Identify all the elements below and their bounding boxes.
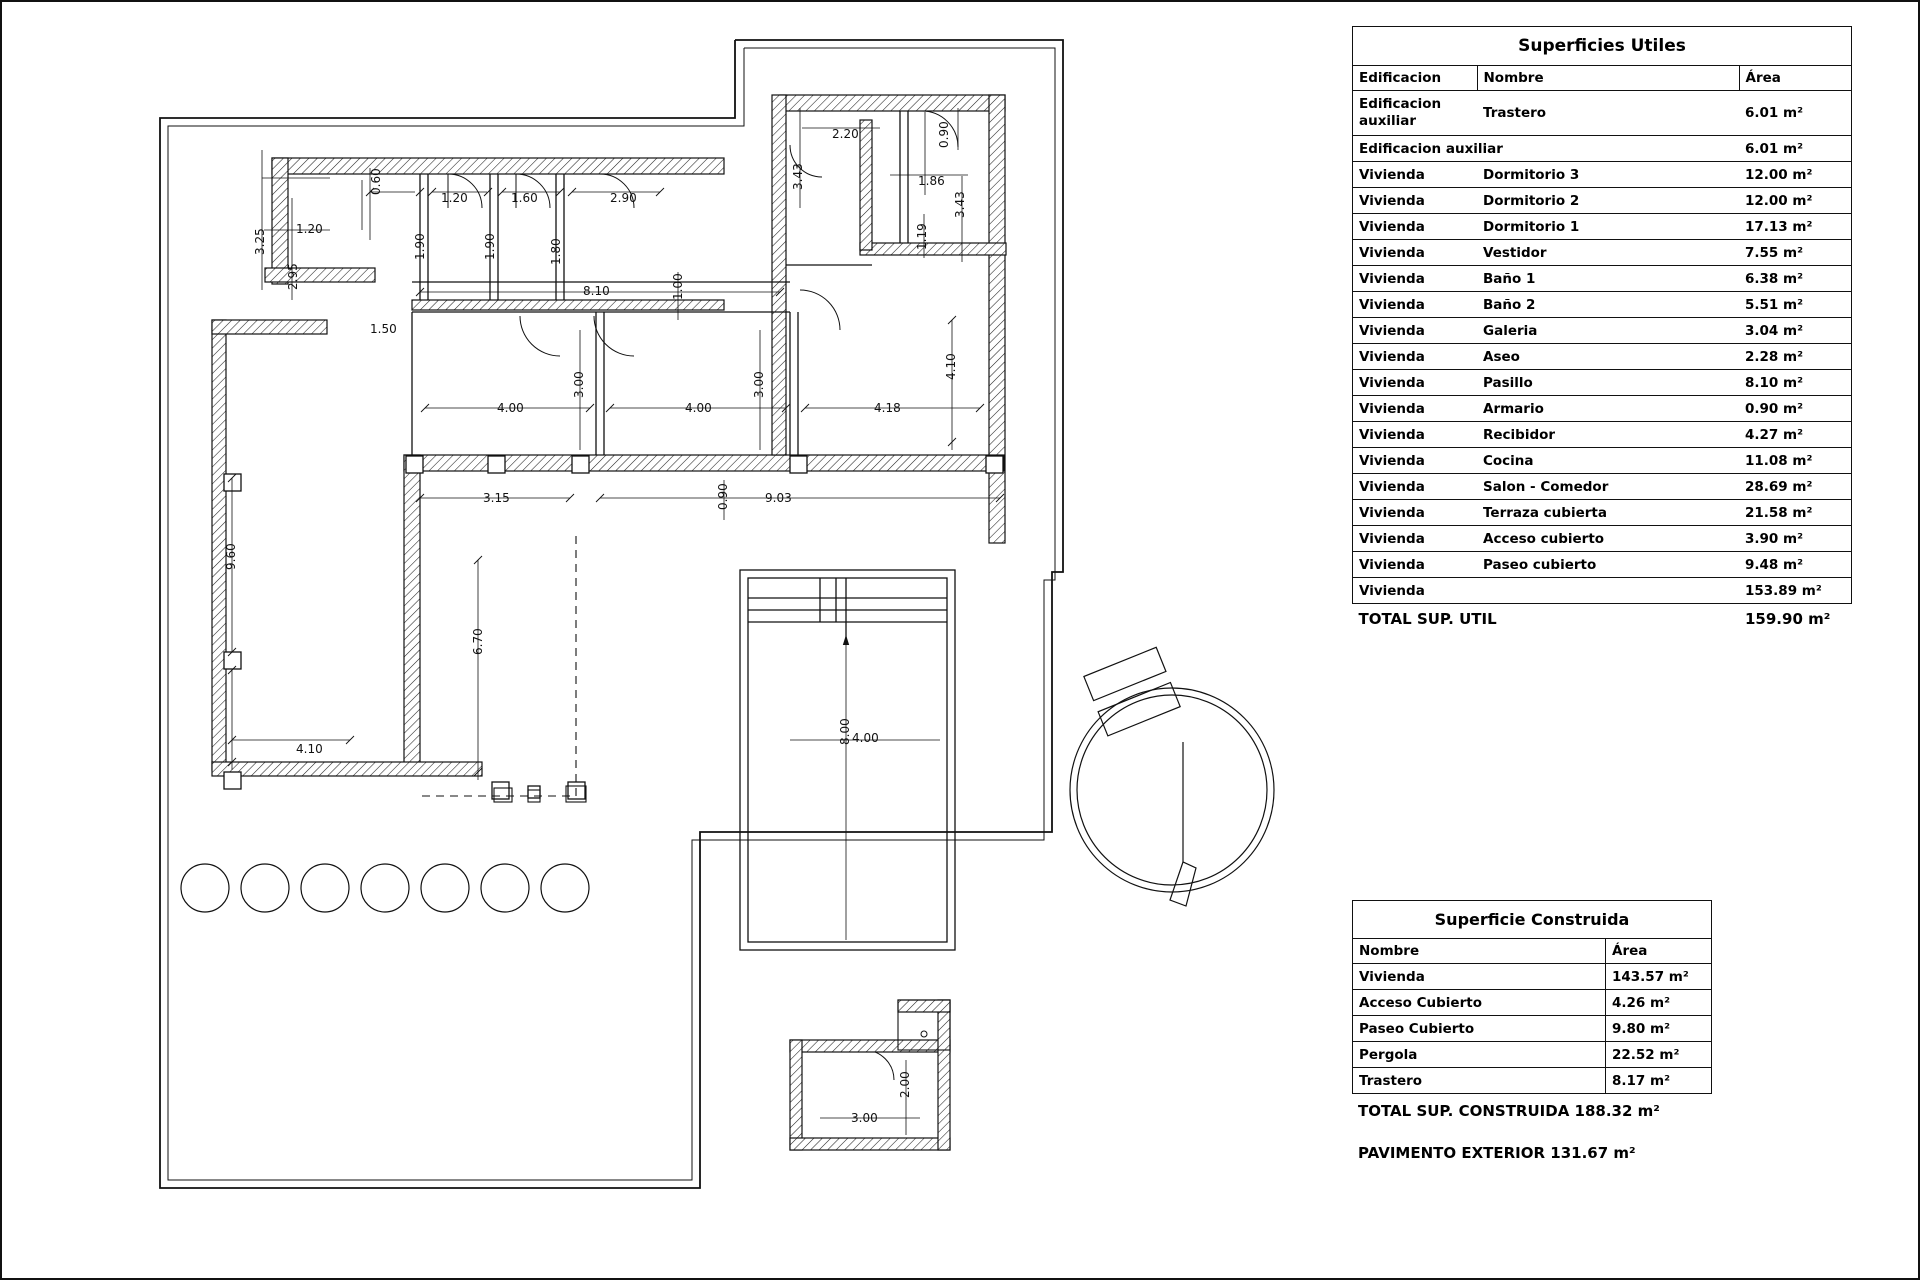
row-area: 6.01 m² — [1739, 91, 1852, 136]
row-nombre: Aseo — [1477, 344, 1739, 370]
subtotal-viv-label: Vivienda — [1353, 578, 1740, 604]
row-edificacion: Vivienda — [1353, 370, 1478, 396]
svg-text:4.00: 4.00 — [497, 401, 524, 415]
row-nombre: Terraza cubierta — [1477, 500, 1739, 526]
row-edificacion: Vivienda — [1353, 292, 1478, 318]
svg-text:1.00: 1.00 — [671, 273, 685, 300]
svg-text:1.90: 1.90 — [413, 233, 427, 260]
svg-text:2.95: 2.95 — [286, 263, 300, 290]
construida-title: Superficie Construida — [1353, 901, 1712, 939]
superficies-utiles-table — [1352, 26, 1852, 634]
table-row — [1353, 990, 1712, 1016]
svg-text:1.86: 1.86 — [918, 174, 945, 188]
subtotal-viv-area: 153.89 m² — [1739, 578, 1852, 604]
svg-text:9.60: 9.60 — [224, 543, 238, 570]
header-edificacion: Edificacion — [1353, 66, 1478, 91]
row-nombre: Pergola — [1353, 1042, 1606, 1068]
header-area: Área — [1606, 939, 1712, 964]
row-edificacion: Vivienda — [1353, 214, 1478, 240]
row-nombre: Cocina — [1477, 448, 1739, 474]
svg-text:1.19: 1.19 — [915, 223, 929, 250]
pavimento-exterior: PAVIMENTO EXTERIOR 131.67 m² — [1358, 1144, 1636, 1162]
table-row — [1353, 188, 1852, 214]
row-nombre: Acceso Cubierto — [1353, 990, 1606, 1016]
row-nombre: Paseo cubierto — [1477, 552, 1739, 578]
table-row — [1353, 1016, 1712, 1042]
svg-text:4.10: 4.10 — [296, 742, 323, 756]
row-area: 9.80 m² — [1606, 1016, 1712, 1042]
subtotal-aux-label: Edificacion auxiliar — [1353, 136, 1740, 162]
total-util-area: 159.90 m² — [1745, 610, 1831, 629]
svg-text:1.60: 1.60 — [511, 191, 538, 205]
row-nombre: Dormitorio 3 — [1477, 162, 1739, 188]
table-row — [1353, 240, 1852, 266]
row-nombre: Salon - Comedor — [1477, 474, 1739, 500]
row-area: 3.90 m² — [1739, 526, 1852, 552]
row-nombre: Recibidor — [1477, 422, 1739, 448]
row-nombre: Galeria — [1477, 318, 1739, 344]
table-subtotal-aux — [1353, 136, 1852, 162]
row-nombre: Paseo Cubierto — [1353, 1016, 1606, 1042]
svg-text:4.00: 4.00 — [685, 401, 712, 415]
row-edificacion: Vivienda — [1353, 240, 1478, 266]
row-area: 11.08 m² — [1739, 448, 1852, 474]
row-area: 12.00 m² — [1739, 188, 1852, 214]
svg-text:4.18: 4.18 — [874, 401, 901, 415]
total-util-label: TOTAL SUP. UTIL — [1358, 610, 1497, 629]
header-nombre: Nombre — [1477, 66, 1739, 91]
header-area: Área — [1739, 66, 1852, 91]
table-row — [1353, 344, 1852, 370]
row-edificacion: Vivienda — [1353, 162, 1478, 188]
construida-table — [1352, 900, 1712, 1094]
row-edificacion: Vivienda — [1353, 188, 1478, 214]
table-row — [1353, 162, 1852, 188]
svg-text:6.70: 6.70 — [471, 628, 485, 655]
svg-text:3.43: 3.43 — [953, 191, 967, 218]
row-edificacion: Vivienda — [1353, 448, 1478, 474]
svg-text:3.00: 3.00 — [572, 371, 586, 398]
svg-text:1.20: 1.20 — [441, 191, 468, 205]
row-edificacion: Vivienda — [1353, 500, 1478, 526]
table-row — [1353, 266, 1852, 292]
table-row — [1353, 474, 1852, 500]
svg-text:8.10: 8.10 — [583, 284, 610, 298]
svg-text:3.00: 3.00 — [752, 371, 766, 398]
svg-text:0.90: 0.90 — [937, 121, 951, 148]
utiles-header-row — [1353, 66, 1852, 91]
table-row — [1353, 396, 1852, 422]
row-area: 7.55 m² — [1739, 240, 1852, 266]
row-nombre: Baño 2 — [1477, 292, 1739, 318]
row-nombre: Trastero — [1477, 91, 1739, 136]
row-nombre: Acceso cubierto — [1477, 526, 1739, 552]
svg-text:2.90: 2.90 — [610, 191, 637, 205]
row-nombre: Vestidor — [1477, 240, 1739, 266]
svg-text:0.60: 0.60 — [369, 168, 383, 195]
table-row — [1353, 526, 1852, 552]
row-area: 0.90 m² — [1739, 396, 1852, 422]
table-row — [1353, 448, 1852, 474]
row-edificacion: Edificacion auxiliar — [1353, 91, 1478, 136]
table-row — [1353, 552, 1852, 578]
row-nombre: Armario — [1477, 396, 1739, 422]
table-row — [1353, 318, 1852, 344]
table-row — [1353, 370, 1852, 396]
table-row — [1353, 422, 1852, 448]
svg-text:3.00: 3.00 — [851, 1111, 878, 1125]
row-nombre: Vivienda — [1353, 964, 1606, 990]
row-nombre: Dormitorio 1 — [1477, 214, 1739, 240]
svg-text:1.50: 1.50 — [370, 322, 397, 336]
svg-text:9.03: 9.03 — [765, 491, 792, 505]
row-edificacion: Vivienda — [1353, 474, 1478, 500]
table-row — [1353, 1068, 1712, 1094]
row-area: 5.51 m² — [1739, 292, 1852, 318]
table-row — [1353, 214, 1852, 240]
table-row — [1353, 500, 1852, 526]
svg-text:3.15: 3.15 — [483, 491, 510, 505]
row-area: 28.69 m² — [1739, 474, 1852, 500]
svg-text:1.90: 1.90 — [483, 233, 497, 260]
svg-text:4.00: 4.00 — [852, 731, 879, 745]
construida-header-row — [1353, 939, 1712, 964]
svg-text:2.00: 2.00 — [898, 1071, 912, 1098]
svg-text:3.25: 3.25 — [253, 228, 267, 255]
table-row — [1353, 1042, 1712, 1068]
row-edificacion: Vivienda — [1353, 422, 1478, 448]
svg-text:1.80: 1.80 — [549, 238, 563, 265]
svg-text:8.00: 8.00 — [838, 718, 852, 745]
row-area: 12.00 m² — [1739, 162, 1852, 188]
row-edificacion: Vivienda — [1353, 318, 1478, 344]
row-area: 3.04 m² — [1739, 318, 1852, 344]
row-area: 143.57 m² — [1606, 964, 1712, 990]
row-edificacion: Vivienda — [1353, 552, 1478, 578]
table-row — [1353, 292, 1852, 318]
table-total-util — [1353, 604, 1852, 635]
row-edificacion: Vivienda — [1353, 344, 1478, 370]
construida-total: TOTAL SUP. CONSTRUIDA 188.32 m² — [1358, 1102, 1660, 1120]
row-area: 4.26 m² — [1606, 990, 1712, 1016]
row-nombre: Pasillo — [1477, 370, 1739, 396]
row-area: 22.52 m² — [1606, 1042, 1712, 1068]
row-area: 9.48 m² — [1739, 552, 1852, 578]
svg-text:3.43: 3.43 — [791, 163, 805, 190]
table-row — [1353, 91, 1852, 136]
row-area: 21.58 m² — [1739, 500, 1852, 526]
svg-text:1.20: 1.20 — [296, 222, 323, 236]
row-edificacion: Vivienda — [1353, 396, 1478, 422]
svg-text:4.10: 4.10 — [944, 353, 958, 380]
row-area: 17.13 m² — [1739, 214, 1852, 240]
row-nombre: Dormitorio 2 — [1477, 188, 1739, 214]
table-row — [1353, 964, 1712, 990]
row-edificacion: Vivienda — [1353, 526, 1478, 552]
row-area: 8.10 m² — [1739, 370, 1852, 396]
table-subtotal-vivienda — [1353, 578, 1852, 604]
svg-text:0.90: 0.90 — [716, 483, 730, 510]
row-area: 4.27 m² — [1739, 422, 1852, 448]
row-area: 8.17 m² — [1606, 1068, 1712, 1094]
superficie-construida-table — [1352, 900, 1712, 1162]
row-area: 6.38 m² — [1739, 266, 1852, 292]
row-edificacion: Vivienda — [1353, 266, 1478, 292]
row-nombre: Baño 1 — [1477, 266, 1739, 292]
svg-text:2.20: 2.20 — [832, 127, 859, 141]
utiles-table — [1352, 26, 1852, 634]
row-area: 2.28 m² — [1739, 344, 1852, 370]
header-nombre: Nombre — [1353, 939, 1606, 964]
subtotal-aux-area: 6.01 m² — [1739, 136, 1852, 162]
utiles-title: Superficies Utiles — [1353, 27, 1852, 66]
row-nombre: Trastero — [1353, 1068, 1606, 1094]
